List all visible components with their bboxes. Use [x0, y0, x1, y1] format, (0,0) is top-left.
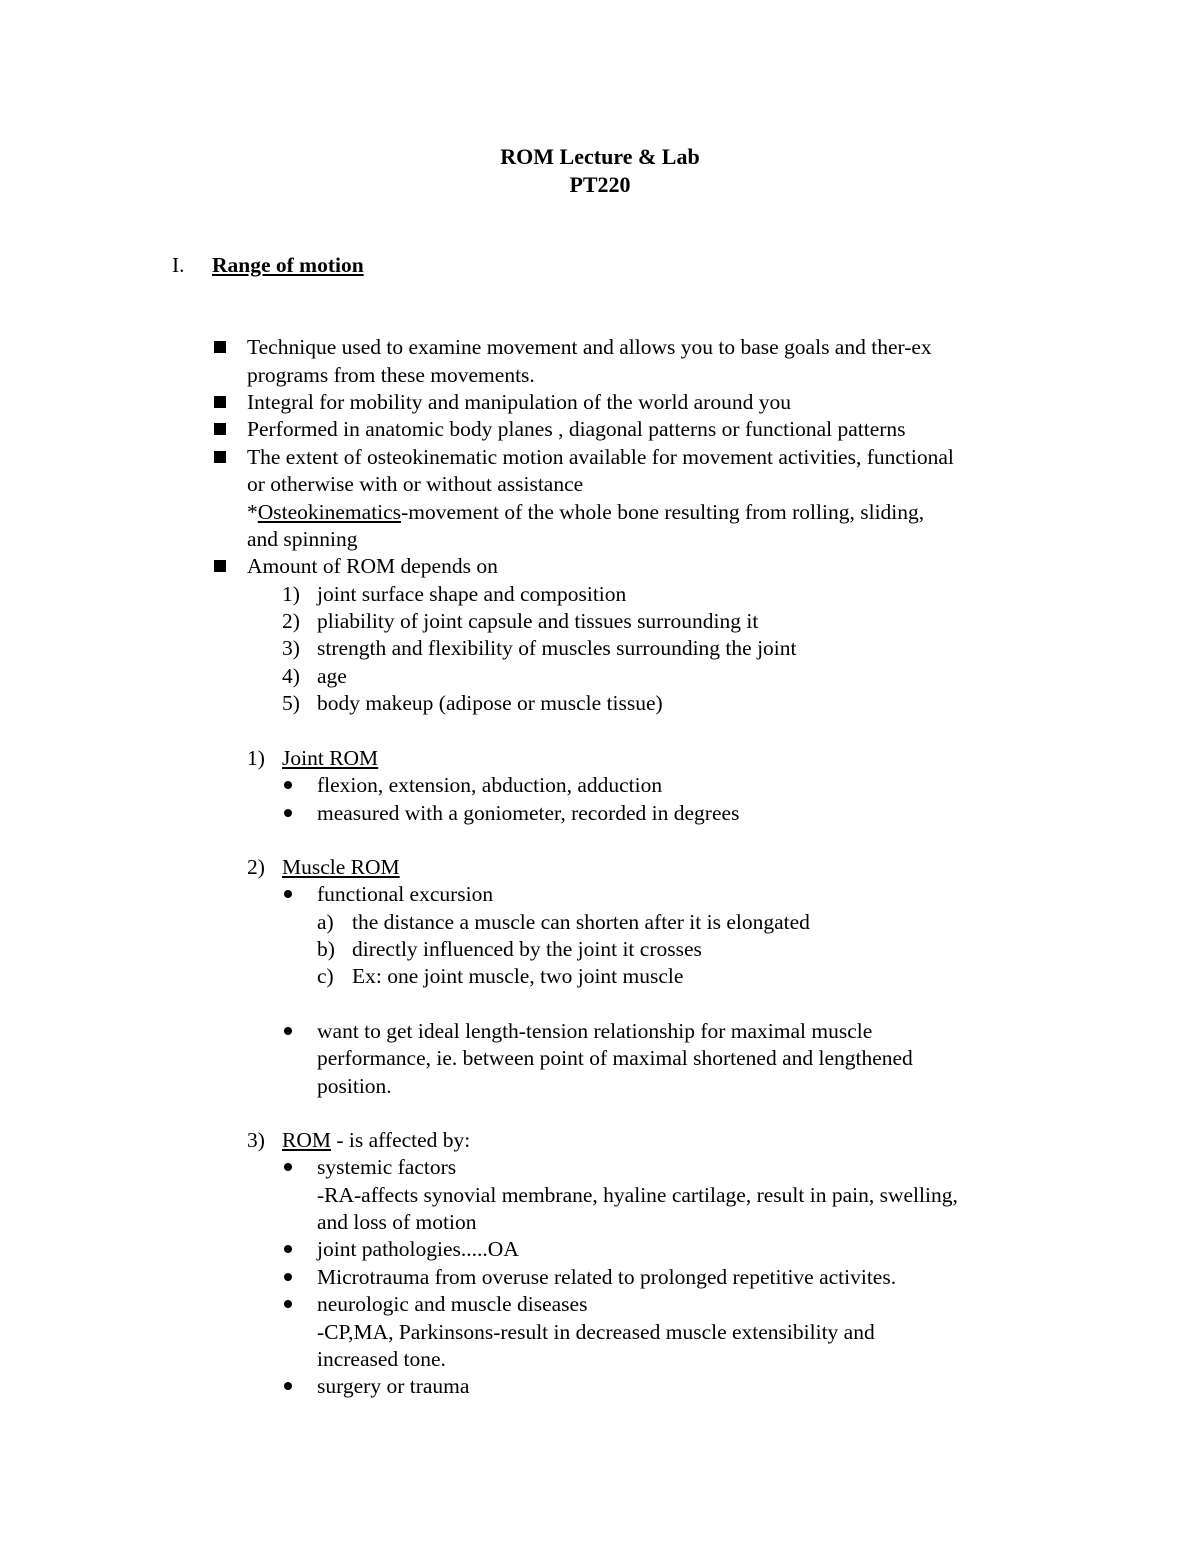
- bullet-text: or otherwise with or without assistance: [247, 472, 584, 496]
- bullet-text: Performed in anatomic body planes , diagonal patterns or functional patterns: [247, 417, 906, 441]
- sub-item: the distance a muscle can shorten after it is elongated: [352, 910, 810, 934]
- round-bullet-icon: [284, 781, 292, 789]
- sub-letter: a): [317, 910, 334, 934]
- list-item: measured with a goniometer, recorded in degrees: [317, 801, 740, 825]
- bullet-text: The extent of osteokinematic motion available for movement activities, functional: [247, 445, 954, 469]
- list-item: systemic factors: [317, 1155, 457, 1179]
- subsection-heading: [282, 1127, 470, 1154]
- section-numeral: I.: [172, 253, 185, 277]
- section-heading: Range of motion: [212, 253, 364, 277]
- round-bullet-icon: [284, 1163, 292, 1171]
- bullet-text: Amount of ROM depends on: [247, 554, 498, 578]
- list-number: 5): [282, 691, 300, 715]
- list-number: 4): [282, 664, 300, 688]
- list-item-detail: increased tone.: [317, 1347, 446, 1371]
- heading-term: ROM: [282, 1128, 331, 1152]
- list-item: surgery or trauma: [317, 1374, 470, 1398]
- square-bullet-icon: [214, 560, 226, 572]
- square-bullet-icon: [214, 396, 226, 408]
- list-item: joint pathologies.....OA: [317, 1237, 519, 1261]
- list-item: functional excursion: [317, 882, 494, 906]
- sub-letter: c): [317, 964, 334, 988]
- note-term: Osteokinematics: [257, 500, 402, 524]
- note-prefix: *: [247, 500, 258, 524]
- list-number: 1): [282, 582, 300, 606]
- bullet-text: programs from these movements.: [247, 363, 535, 387]
- round-bullet-icon: [284, 1027, 292, 1035]
- sub-item: Ex: one joint muscle, two joint muscle: [352, 964, 684, 988]
- document-title: ROM Lecture & Lab: [500, 144, 700, 169]
- list-item: strength and flexibility of muscles surrounding the joint: [317, 636, 797, 660]
- definition-note: [247, 499, 924, 526]
- list-item: pliability of joint capsule and tissues surrounding it: [317, 609, 759, 633]
- round-bullet-icon: [284, 1382, 292, 1390]
- sub-letter: b): [317, 937, 335, 961]
- round-bullet-icon: [284, 890, 292, 898]
- sub-item: directly influenced by the joint it crosses: [352, 937, 702, 961]
- subsection-number: 2): [247, 855, 265, 879]
- list-item: Microtrauma from overuse related to prolonged repetitive activites.: [317, 1265, 897, 1289]
- list-item: flexion, extension, abduction, adduction: [317, 773, 663, 797]
- list-number: 3): [282, 636, 300, 660]
- bullet-text: and spinning: [247, 527, 358, 551]
- list-number: 2): [282, 609, 300, 633]
- list-item: joint surface shape and composition: [317, 582, 627, 606]
- subsection-heading: Joint ROM: [282, 746, 379, 770]
- list-item: performance, ie. between point of maximal shortened and lengthened: [317, 1046, 913, 1070]
- square-bullet-icon: [214, 423, 226, 435]
- subsection-heading: Muscle ROM: [282, 855, 400, 879]
- subsection-number: 1): [247, 746, 265, 770]
- list-item: neurologic and muscle diseases: [317, 1292, 588, 1316]
- list-item: body makeup (adipose or muscle tissue): [317, 691, 663, 715]
- list-item-detail: -CP,MA, Parkinsons-result in decreased muscle extensibility and: [317, 1320, 875, 1344]
- note-text: -movement of the whole bone resulting from rolling, sliding,: [401, 500, 925, 524]
- list-item-detail: -RA-affects synovial membrane, hyaline cartilage, result in pain, swelling,: [317, 1183, 958, 1207]
- list-item-detail: and loss of motion: [317, 1210, 477, 1234]
- square-bullet-icon: [214, 341, 226, 353]
- bullet-text: Integral for mobility and manipulation of the world around you: [247, 390, 791, 414]
- list-item: want to get ideal length-tension relationship for maximal muscle: [317, 1019, 873, 1043]
- round-bullet-icon: [284, 809, 292, 817]
- course-code: PT220: [569, 172, 631, 197]
- bullet-text: Technique used to examine movement and allows you to base goals and ther-ex: [247, 335, 932, 359]
- round-bullet-icon: [284, 1273, 292, 1281]
- square-bullet-icon: [214, 451, 226, 463]
- subsection-number: 3): [247, 1128, 265, 1152]
- heading-rest: - is affected by:: [330, 1128, 471, 1152]
- list-item: age: [317, 664, 347, 688]
- round-bullet-icon: [284, 1300, 292, 1308]
- list-item: position.: [317, 1074, 392, 1098]
- round-bullet-icon: [284, 1245, 292, 1253]
